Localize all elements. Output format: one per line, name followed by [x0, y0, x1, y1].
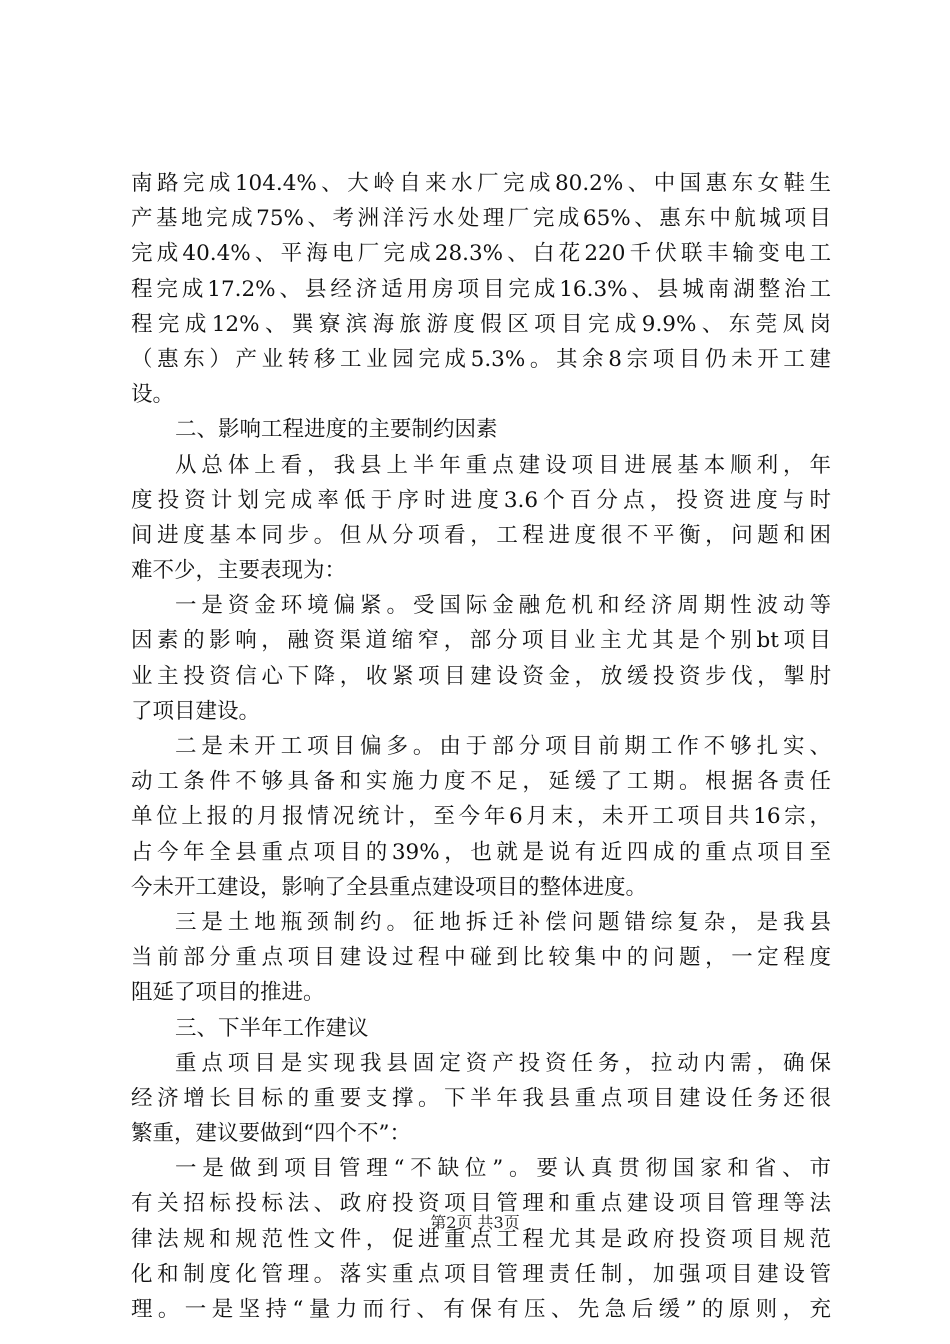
text-line: 业主投资信心下降，收紧项目建设资金，放缓投资步伐，掣肘 [131, 663, 831, 689]
text-line: 一是做到项目管理“不缺位”。要认真贯彻国家和省、市 [175, 1156, 831, 1182]
text-line: 律法规和规范性文件，促进重点工程尤其是政府投资项目规范 [131, 1226, 831, 1252]
text-line: 了项目建设。 [131, 698, 261, 724]
text-line: 占今年全县重点项目的39%，也就是说有近四成的重点项目至 [131, 839, 831, 865]
text-line: 间进度基本同步。但从分项看，工程进度很不平衡，问题和困 [131, 522, 831, 548]
text-line: 难不少，主要表现为： [131, 558, 347, 584]
text-line: 一是资金环境偏紧。受国际金融危机和经济周期性波动等 [175, 593, 831, 619]
text-line: 完成40.4%、平海电厂完成28.3%、白花220千伏联丰输变电工 [131, 241, 831, 267]
text-line: 有关招标投标法、政府投资项目管理和重点建设项目管理等法 [131, 1191, 831, 1217]
text-line: 单位上报的月报情况统计，至今年6月末，未开工项目共16宗， [131, 804, 831, 830]
text-line: 度投资计划完成率低于序时进度3.6个百分点，投资进度与时 [131, 487, 831, 513]
text-line: 化和制度化管理。落实重点项目管理责任制，加强项目建设管 [131, 1261, 831, 1287]
text-line: 经济增长目标的重要支撑。下半年我县重点项目建设任务还很 [131, 1085, 831, 1111]
text-line: 三、下半年工作建议 [175, 1015, 369, 1041]
text-line: 理。一是坚持“量力而行、有保有压、先急后缓”的原则，充 [131, 1297, 831, 1322]
text-line: 当前部分重点项目建设过程中碰到比较集中的问题，一定程度 [131, 945, 831, 971]
text-line: 重点项目是实现我县固定资产投资任务，拉动内需，确保 [175, 1050, 831, 1076]
text-line: 南路完成104.4%、大岭自来水厂完成80.2%、中国惠东女鞋生 [131, 171, 831, 196]
text-line: 设。 [131, 382, 175, 408]
text-line: （惠东）产业转移工业园完成5.3%。其余8宗项目仍未开工建 [131, 346, 831, 372]
document-body [131, 166, 831, 1327]
text-line: 因素的影响，融资渠道缩窄，部分项目业主尤其是个别bt项目 [131, 628, 831, 654]
text-line: 程完成17.2%、县经济适用房项目完成16.3%、县城南湖整治工 [131, 276, 831, 302]
page-footer [0, 1212, 950, 1234]
text-line: 程完成12%、巽寮滨海旅游度假区项目完成9.9%、东莞凤岗 [131, 311, 831, 337]
text-line: 产基地完成75%、考洲洋污水处理厂完成65%、惠东中航城项目 [131, 206, 831, 232]
text-line: 二是未开工项目偏多。由于部分项目前期工作不够扎实、 [175, 734, 831, 759]
page-number-label: 第2页 共3页 [430, 1213, 520, 1232]
text-line: 繁重，建议要做到“四个不”： [131, 1121, 411, 1147]
text-line: 阻延了项目的推进。 [131, 980, 325, 1006]
text-line: 二、影响工程进度的主要制约因素 [175, 417, 498, 443]
text-line: 今未开工建设，影响了全县重点建设项目的整体进度。 [131, 874, 648, 900]
text-line: 动工条件不够具备和实施力度不足，延缓了工期。根据各责任 [131, 769, 831, 795]
text-line: 从总体上看，我县上半年重点建设项目进展基本顺利，年 [175, 452, 831, 478]
text-line: 三是土地瓶颈制约。征地拆迁补偿问题错综复杂，是我县 [175, 909, 831, 935]
